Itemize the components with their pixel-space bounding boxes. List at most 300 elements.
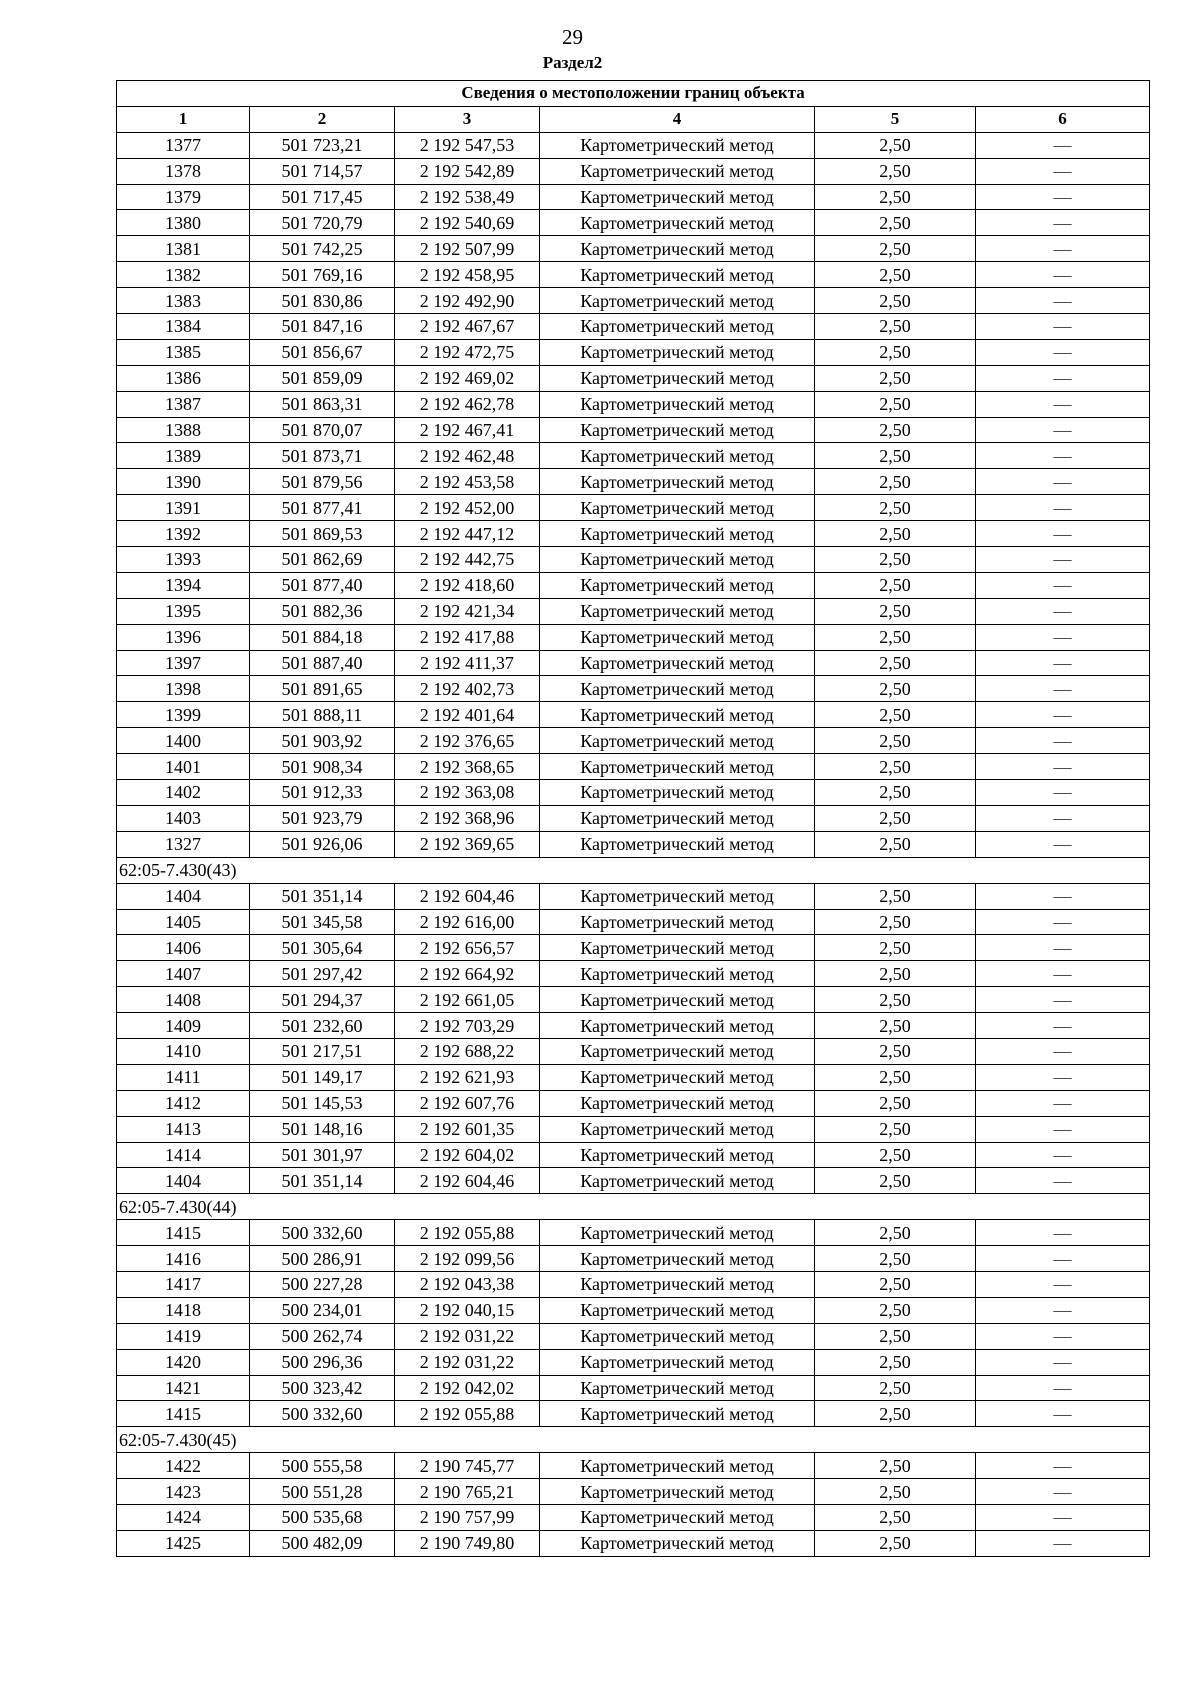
point-number-cell: 1407 xyxy=(117,961,250,987)
x-coordinate-cell: 500 227,28 xyxy=(250,1271,395,1297)
table-row xyxy=(117,831,1150,857)
y-coordinate-cell: 2 192 540,69 xyxy=(395,210,540,236)
note-cell: — xyxy=(976,935,1150,961)
point-number-cell: 1403 xyxy=(117,805,250,831)
table-row xyxy=(117,521,1150,547)
accuracy-cell: 2,50 xyxy=(815,624,976,650)
y-coordinate-cell: 2 192 417,88 xyxy=(395,624,540,650)
section-title: Раздел2 xyxy=(542,53,603,72)
point-number-cell: 1412 xyxy=(117,1090,250,1116)
note-cell: — xyxy=(976,1038,1150,1064)
x-coordinate-cell: 500 296,36 xyxy=(250,1349,395,1375)
note-cell: — xyxy=(976,1530,1150,1556)
y-coordinate-cell: 2 192 442,75 xyxy=(395,547,540,573)
note-cell: — xyxy=(976,1401,1150,1427)
method-cell: Картометрический метод xyxy=(540,1013,815,1039)
y-coordinate-cell: 2 192 447,12 xyxy=(395,521,540,547)
y-coordinate-cell: 2 192 031,22 xyxy=(395,1323,540,1349)
point-number-cell: 1392 xyxy=(117,521,250,547)
x-coordinate-cell: 501 742,25 xyxy=(250,236,395,262)
accuracy-cell: 2,50 xyxy=(815,676,976,702)
method-cell: Картометрический метод xyxy=(540,572,815,598)
x-coordinate-cell: 501 714,57 xyxy=(250,158,395,184)
point-number-cell: 1415 xyxy=(117,1401,250,1427)
accuracy-cell: 2,50 xyxy=(815,702,976,728)
note-cell: — xyxy=(976,624,1150,650)
accuracy-cell: 2,50 xyxy=(815,443,976,469)
y-coordinate-cell: 2 192 368,96 xyxy=(395,805,540,831)
method-cell: Картометрический метод xyxy=(540,650,815,676)
y-coordinate-cell: 2 192 043,38 xyxy=(395,1271,540,1297)
note-cell: — xyxy=(976,1349,1150,1375)
y-coordinate-cell: 2 192 369,65 xyxy=(395,831,540,857)
accuracy-cell: 2,50 xyxy=(815,598,976,624)
method-cell: Картометрический метод xyxy=(540,314,815,340)
accuracy-cell: 2,50 xyxy=(815,1349,976,1375)
x-coordinate-cell: 500 482,09 xyxy=(250,1530,395,1556)
note-cell: — xyxy=(976,598,1150,624)
point-number-cell: 1377 xyxy=(117,132,250,158)
note-cell: — xyxy=(976,676,1150,702)
x-coordinate-cell: 501 830,86 xyxy=(250,288,395,314)
table-row xyxy=(117,365,1150,391)
table-row xyxy=(117,339,1150,365)
table-row xyxy=(117,1116,1150,1142)
point-number-cell: 1386 xyxy=(117,365,250,391)
table-row xyxy=(117,1504,1150,1530)
point-number-cell: 1327 xyxy=(117,831,250,857)
point-number-cell: 1382 xyxy=(117,262,250,288)
method-cell: Картометрический метод xyxy=(540,676,815,702)
method-cell: Картометрический метод xyxy=(540,365,815,391)
accuracy-cell: 2,50 xyxy=(815,547,976,573)
point-number-cell: 1398 xyxy=(117,676,250,702)
point-number-cell: 1393 xyxy=(117,547,250,573)
table-row xyxy=(117,158,1150,184)
note-cell: — xyxy=(976,961,1150,987)
x-coordinate-cell: 500 332,60 xyxy=(250,1401,395,1427)
accuracy-cell: 2,50 xyxy=(815,987,976,1013)
table-row xyxy=(117,184,1150,210)
point-number-cell: 1408 xyxy=(117,987,250,1013)
group-label: 62:05-7.430(45) xyxy=(117,1427,1150,1453)
method-cell: Картометрический метод xyxy=(540,417,815,443)
y-coordinate-cell: 2 192 031,22 xyxy=(395,1349,540,1375)
accuracy-cell: 2,50 xyxy=(815,831,976,857)
x-coordinate-cell: 500 332,60 xyxy=(250,1220,395,1246)
table-row xyxy=(117,961,1150,987)
method-cell: Картометрический метод xyxy=(540,339,815,365)
y-coordinate-cell: 2 192 462,78 xyxy=(395,391,540,417)
table-row xyxy=(117,236,1150,262)
y-coordinate-cell: 2 192 621,93 xyxy=(395,1064,540,1090)
note-cell: — xyxy=(976,987,1150,1013)
note-cell: — xyxy=(976,1246,1150,1272)
method-cell: Картометрический метод xyxy=(540,210,815,236)
x-coordinate-cell: 500 323,42 xyxy=(250,1375,395,1401)
x-coordinate-cell: 501 148,16 xyxy=(250,1116,395,1142)
point-number-cell: 1379 xyxy=(117,184,250,210)
x-coordinate-cell: 501 884,18 xyxy=(250,624,395,650)
note-cell: — xyxy=(976,1271,1150,1297)
point-number-cell: 1413 xyxy=(117,1116,250,1142)
table-row xyxy=(117,1064,1150,1090)
note-cell: — xyxy=(976,1064,1150,1090)
accuracy-cell: 2,50 xyxy=(815,158,976,184)
point-number-cell: 1387 xyxy=(117,391,250,417)
point-number-cell: 1381 xyxy=(117,236,250,262)
y-coordinate-cell: 2 192 547,53 xyxy=(395,132,540,158)
table-row xyxy=(117,417,1150,443)
x-coordinate-cell: 501 869,53 xyxy=(250,521,395,547)
point-number-cell: 1399 xyxy=(117,702,250,728)
table-row xyxy=(117,1530,1150,1556)
x-coordinate-cell: 500 234,01 xyxy=(250,1297,395,1323)
method-cell: Картометрический метод xyxy=(540,1220,815,1246)
y-coordinate-cell: 2 192 607,76 xyxy=(395,1090,540,1116)
point-number-cell: 1421 xyxy=(117,1375,250,1401)
accuracy-cell: 2,50 xyxy=(815,961,976,987)
table-row xyxy=(117,314,1150,340)
accuracy-cell: 2,50 xyxy=(815,262,976,288)
method-cell: Картометрический метод xyxy=(540,1349,815,1375)
x-coordinate-cell: 501 717,45 xyxy=(250,184,395,210)
note-cell: — xyxy=(976,339,1150,365)
note-cell: — xyxy=(976,365,1150,391)
note-cell: — xyxy=(976,469,1150,495)
method-cell: Картометрический метод xyxy=(540,624,815,650)
note-cell: — xyxy=(976,780,1150,806)
column-header: 5 xyxy=(815,106,976,132)
table-row xyxy=(117,1038,1150,1064)
table-body xyxy=(117,81,1150,1557)
table-row xyxy=(117,495,1150,521)
note-cell: — xyxy=(976,1090,1150,1116)
y-coordinate-cell: 2 190 749,80 xyxy=(395,1530,540,1556)
table-row xyxy=(117,210,1150,236)
x-coordinate-cell: 501 877,41 xyxy=(250,495,395,521)
point-number-cell: 1394 xyxy=(117,572,250,598)
table-row xyxy=(117,132,1150,158)
note-cell: — xyxy=(976,158,1150,184)
point-number-cell: 1411 xyxy=(117,1064,250,1090)
accuracy-cell: 2,50 xyxy=(815,339,976,365)
table-row xyxy=(117,702,1150,728)
y-coordinate-cell: 2 192 453,58 xyxy=(395,469,540,495)
accuracy-cell: 2,50 xyxy=(815,1142,976,1168)
accuracy-cell: 2,50 xyxy=(815,728,976,754)
table-row xyxy=(117,754,1150,780)
point-number-cell: 1409 xyxy=(117,1013,250,1039)
note-cell: — xyxy=(976,132,1150,158)
x-coordinate-cell: 501 859,09 xyxy=(250,365,395,391)
accuracy-cell: 2,50 xyxy=(815,521,976,547)
table-row xyxy=(117,676,1150,702)
x-coordinate-cell: 501 301,97 xyxy=(250,1142,395,1168)
x-coordinate-cell: 501 926,06 xyxy=(250,831,395,857)
note-cell: — xyxy=(976,262,1150,288)
method-cell: Картометрический метод xyxy=(540,1375,815,1401)
x-coordinate-cell: 501 863,31 xyxy=(250,391,395,417)
x-coordinate-cell: 501 888,11 xyxy=(250,702,395,728)
note-cell: — xyxy=(976,572,1150,598)
y-coordinate-cell: 2 192 363,08 xyxy=(395,780,540,806)
y-coordinate-cell: 2 192 040,15 xyxy=(395,1297,540,1323)
method-cell: Картометрический метод xyxy=(540,262,815,288)
accuracy-cell: 2,50 xyxy=(815,935,976,961)
y-coordinate-cell: 2 192 402,73 xyxy=(395,676,540,702)
accuracy-cell: 2,50 xyxy=(815,1271,976,1297)
accuracy-cell: 2,50 xyxy=(815,909,976,935)
x-coordinate-cell: 500 286,91 xyxy=(250,1246,395,1272)
table-row xyxy=(117,728,1150,754)
point-number-cell: 1423 xyxy=(117,1479,250,1505)
column-header: 4 xyxy=(540,106,815,132)
note-cell: — xyxy=(976,1168,1150,1194)
note-cell: — xyxy=(976,1297,1150,1323)
x-coordinate-cell: 501 847,16 xyxy=(250,314,395,340)
method-cell: Картометрический метод xyxy=(540,909,815,935)
y-coordinate-cell: 2 192 467,41 xyxy=(395,417,540,443)
method-cell: Картометрический метод xyxy=(540,1479,815,1505)
y-coordinate-cell: 2 192 411,37 xyxy=(395,650,540,676)
point-number-cell: 1396 xyxy=(117,624,250,650)
y-coordinate-cell: 2 192 469,02 xyxy=(395,365,540,391)
accuracy-cell: 2,50 xyxy=(815,417,976,443)
table-caption-row xyxy=(117,81,1150,107)
note-cell: — xyxy=(976,805,1150,831)
y-coordinate-cell: 2 192 601,35 xyxy=(395,1116,540,1142)
table-row xyxy=(117,883,1150,909)
method-cell: Картометрический метод xyxy=(540,961,815,987)
note-cell: — xyxy=(976,1013,1150,1039)
table-row xyxy=(117,598,1150,624)
boundary-coordinates-table xyxy=(116,80,1150,1557)
y-coordinate-cell: 2 192 099,56 xyxy=(395,1246,540,1272)
x-coordinate-cell: 500 535,68 xyxy=(250,1504,395,1530)
method-cell: Картометрический метод xyxy=(540,883,815,909)
accuracy-cell: 2,50 xyxy=(815,236,976,262)
method-cell: Картометрический метод xyxy=(540,1090,815,1116)
y-coordinate-cell: 2 192 492,90 xyxy=(395,288,540,314)
table-row xyxy=(117,1271,1150,1297)
note-cell: — xyxy=(976,650,1150,676)
x-coordinate-cell: 501 294,37 xyxy=(250,987,395,1013)
accuracy-cell: 2,50 xyxy=(815,391,976,417)
y-coordinate-cell: 2 192 472,75 xyxy=(395,339,540,365)
method-cell: Картометрический метод xyxy=(540,987,815,1013)
point-number-cell: 1419 xyxy=(117,1323,250,1349)
table-row xyxy=(117,780,1150,806)
note-cell: — xyxy=(976,288,1150,314)
method-cell: Картометрический метод xyxy=(540,443,815,469)
table-row xyxy=(117,1013,1150,1039)
point-number-cell: 1406 xyxy=(117,935,250,961)
note-cell: — xyxy=(976,1116,1150,1142)
method-cell: Картометрический метод xyxy=(540,1530,815,1556)
x-coordinate-cell: 501 887,40 xyxy=(250,650,395,676)
point-number-cell: 1425 xyxy=(117,1530,250,1556)
point-number-cell: 1383 xyxy=(117,288,250,314)
point-number-cell: 1417 xyxy=(117,1271,250,1297)
table-row xyxy=(117,650,1150,676)
table-row xyxy=(117,1090,1150,1116)
accuracy-cell: 2,50 xyxy=(815,650,976,676)
method-cell: Картометрический метод xyxy=(540,1453,815,1479)
point-number-cell: 1418 xyxy=(117,1297,250,1323)
y-coordinate-cell: 2 192 401,64 xyxy=(395,702,540,728)
point-number-cell: 1395 xyxy=(117,598,250,624)
method-cell: Картометрический метод xyxy=(540,184,815,210)
table-row xyxy=(117,443,1150,469)
y-coordinate-cell: 2 192 538,49 xyxy=(395,184,540,210)
accuracy-cell: 2,50 xyxy=(815,288,976,314)
x-coordinate-cell: 500 555,58 xyxy=(250,1453,395,1479)
method-cell: Картометрический метод xyxy=(540,935,815,961)
accuracy-cell: 2,50 xyxy=(815,1504,976,1530)
x-coordinate-cell: 501 882,36 xyxy=(250,598,395,624)
x-coordinate-cell: 501 232,60 xyxy=(250,1013,395,1039)
method-cell: Картометрический метод xyxy=(540,1401,815,1427)
y-coordinate-cell: 2 192 452,00 xyxy=(395,495,540,521)
method-cell: Картометрический метод xyxy=(540,1246,815,1272)
y-coordinate-cell: 2 190 745,77 xyxy=(395,1453,540,1479)
table-row xyxy=(117,805,1150,831)
table-row xyxy=(117,391,1150,417)
accuracy-cell: 2,50 xyxy=(815,469,976,495)
accuracy-cell: 2,50 xyxy=(815,184,976,210)
accuracy-cell: 2,50 xyxy=(815,1090,976,1116)
method-cell: Картометрический метод xyxy=(540,1504,815,1530)
point-number-cell: 1416 xyxy=(117,1246,250,1272)
group-label: 62:05-7.430(44) xyxy=(117,1194,1150,1220)
y-coordinate-cell: 2 192 664,92 xyxy=(395,961,540,987)
table-row xyxy=(117,1297,1150,1323)
table-row xyxy=(117,1246,1150,1272)
point-number-cell: 1410 xyxy=(117,1038,250,1064)
x-coordinate-cell: 501 873,71 xyxy=(250,443,395,469)
point-number-cell: 1397 xyxy=(117,650,250,676)
method-cell: Картометрический метод xyxy=(540,158,815,184)
y-coordinate-cell: 2 192 376,65 xyxy=(395,728,540,754)
point-number-cell: 1414 xyxy=(117,1142,250,1168)
table-row xyxy=(117,1220,1150,1246)
accuracy-cell: 2,50 xyxy=(815,883,976,909)
note-cell: — xyxy=(976,754,1150,780)
point-number-cell: 1402 xyxy=(117,780,250,806)
accuracy-cell: 2,50 xyxy=(815,1453,976,1479)
x-coordinate-cell: 501 351,14 xyxy=(250,883,395,909)
y-coordinate-cell: 2 190 765,21 xyxy=(395,1479,540,1505)
method-cell: Картометрический метод xyxy=(540,391,815,417)
note-cell: — xyxy=(976,1453,1150,1479)
table-row xyxy=(117,909,1150,935)
column-header: 2 xyxy=(250,106,395,132)
x-coordinate-cell: 501 305,64 xyxy=(250,935,395,961)
accuracy-cell: 2,50 xyxy=(815,1013,976,1039)
method-cell: Картометрический метод xyxy=(540,1064,815,1090)
x-coordinate-cell: 501 769,16 xyxy=(250,262,395,288)
y-coordinate-cell: 2 192 368,65 xyxy=(395,754,540,780)
accuracy-cell: 2,50 xyxy=(815,1116,976,1142)
method-cell: Картометрический метод xyxy=(540,1168,815,1194)
x-coordinate-cell: 501 903,92 xyxy=(250,728,395,754)
point-number-cell: 1420 xyxy=(117,1349,250,1375)
point-number-cell: 1424 xyxy=(117,1504,250,1530)
table-row xyxy=(117,1453,1150,1479)
y-coordinate-cell: 2 190 757,99 xyxy=(395,1504,540,1530)
accuracy-cell: 2,50 xyxy=(815,1297,976,1323)
table-row xyxy=(117,624,1150,650)
method-cell: Картометрический метод xyxy=(540,1323,815,1349)
point-number-cell: 1378 xyxy=(117,158,250,184)
accuracy-cell: 2,50 xyxy=(815,495,976,521)
x-coordinate-cell: 501 862,69 xyxy=(250,547,395,573)
table-row xyxy=(117,572,1150,598)
table-row xyxy=(117,1142,1150,1168)
method-cell: Картометрический метод xyxy=(540,728,815,754)
x-coordinate-cell: 501 879,56 xyxy=(250,469,395,495)
point-number-cell: 1388 xyxy=(117,417,250,443)
accuracy-cell: 2,50 xyxy=(815,572,976,598)
method-cell: Картометрический метод xyxy=(540,132,815,158)
x-coordinate-cell: 501 217,51 xyxy=(250,1038,395,1064)
y-coordinate-cell: 2 192 042,02 xyxy=(395,1375,540,1401)
note-cell: — xyxy=(976,391,1150,417)
note-cell: — xyxy=(976,883,1150,909)
method-cell: Картометрический метод xyxy=(540,1271,815,1297)
group-row xyxy=(117,1427,1150,1453)
accuracy-cell: 2,50 xyxy=(815,1064,976,1090)
y-coordinate-cell: 2 192 467,67 xyxy=(395,314,540,340)
x-coordinate-cell: 501 870,07 xyxy=(250,417,395,443)
note-cell: — xyxy=(976,1220,1150,1246)
x-coordinate-cell: 501 856,67 xyxy=(250,339,395,365)
group-label: 62:05-7.430(43) xyxy=(117,857,1150,883)
accuracy-cell: 2,50 xyxy=(815,1375,976,1401)
y-coordinate-cell: 2 192 604,46 xyxy=(395,1168,540,1194)
point-number-cell: 1404 xyxy=(117,1168,250,1194)
method-cell: Картометрический метод xyxy=(540,780,815,806)
accuracy-cell: 2,50 xyxy=(815,1401,976,1427)
y-coordinate-cell: 2 192 055,88 xyxy=(395,1220,540,1246)
note-cell: — xyxy=(976,1479,1150,1505)
y-coordinate-cell: 2 192 604,02 xyxy=(395,1142,540,1168)
point-number-cell: 1401 xyxy=(117,754,250,780)
y-coordinate-cell: 2 192 604,46 xyxy=(395,883,540,909)
table-row xyxy=(117,1323,1150,1349)
note-cell: — xyxy=(976,831,1150,857)
x-coordinate-cell: 500 551,28 xyxy=(250,1479,395,1505)
note-cell: — xyxy=(976,1142,1150,1168)
note-cell: — xyxy=(976,547,1150,573)
x-coordinate-cell: 501 923,79 xyxy=(250,805,395,831)
column-header: 6 xyxy=(976,106,1150,132)
table-caption: Сведения о местоположении границ объекта xyxy=(117,81,1150,107)
accuracy-cell: 2,50 xyxy=(815,1323,976,1349)
accuracy-cell: 2,50 xyxy=(815,1038,976,1064)
method-cell: Картометрический метод xyxy=(540,469,815,495)
point-number-cell: 1391 xyxy=(117,495,250,521)
accuracy-cell: 2,50 xyxy=(815,314,976,340)
method-cell: Картометрический метод xyxy=(540,1297,815,1323)
y-coordinate-cell: 2 192 462,48 xyxy=(395,443,540,469)
table-row xyxy=(117,1168,1150,1194)
x-coordinate-cell: 501 145,53 xyxy=(250,1090,395,1116)
y-coordinate-cell: 2 192 507,99 xyxy=(395,236,540,262)
point-number-cell: 1380 xyxy=(117,210,250,236)
point-number-cell: 1389 xyxy=(117,443,250,469)
